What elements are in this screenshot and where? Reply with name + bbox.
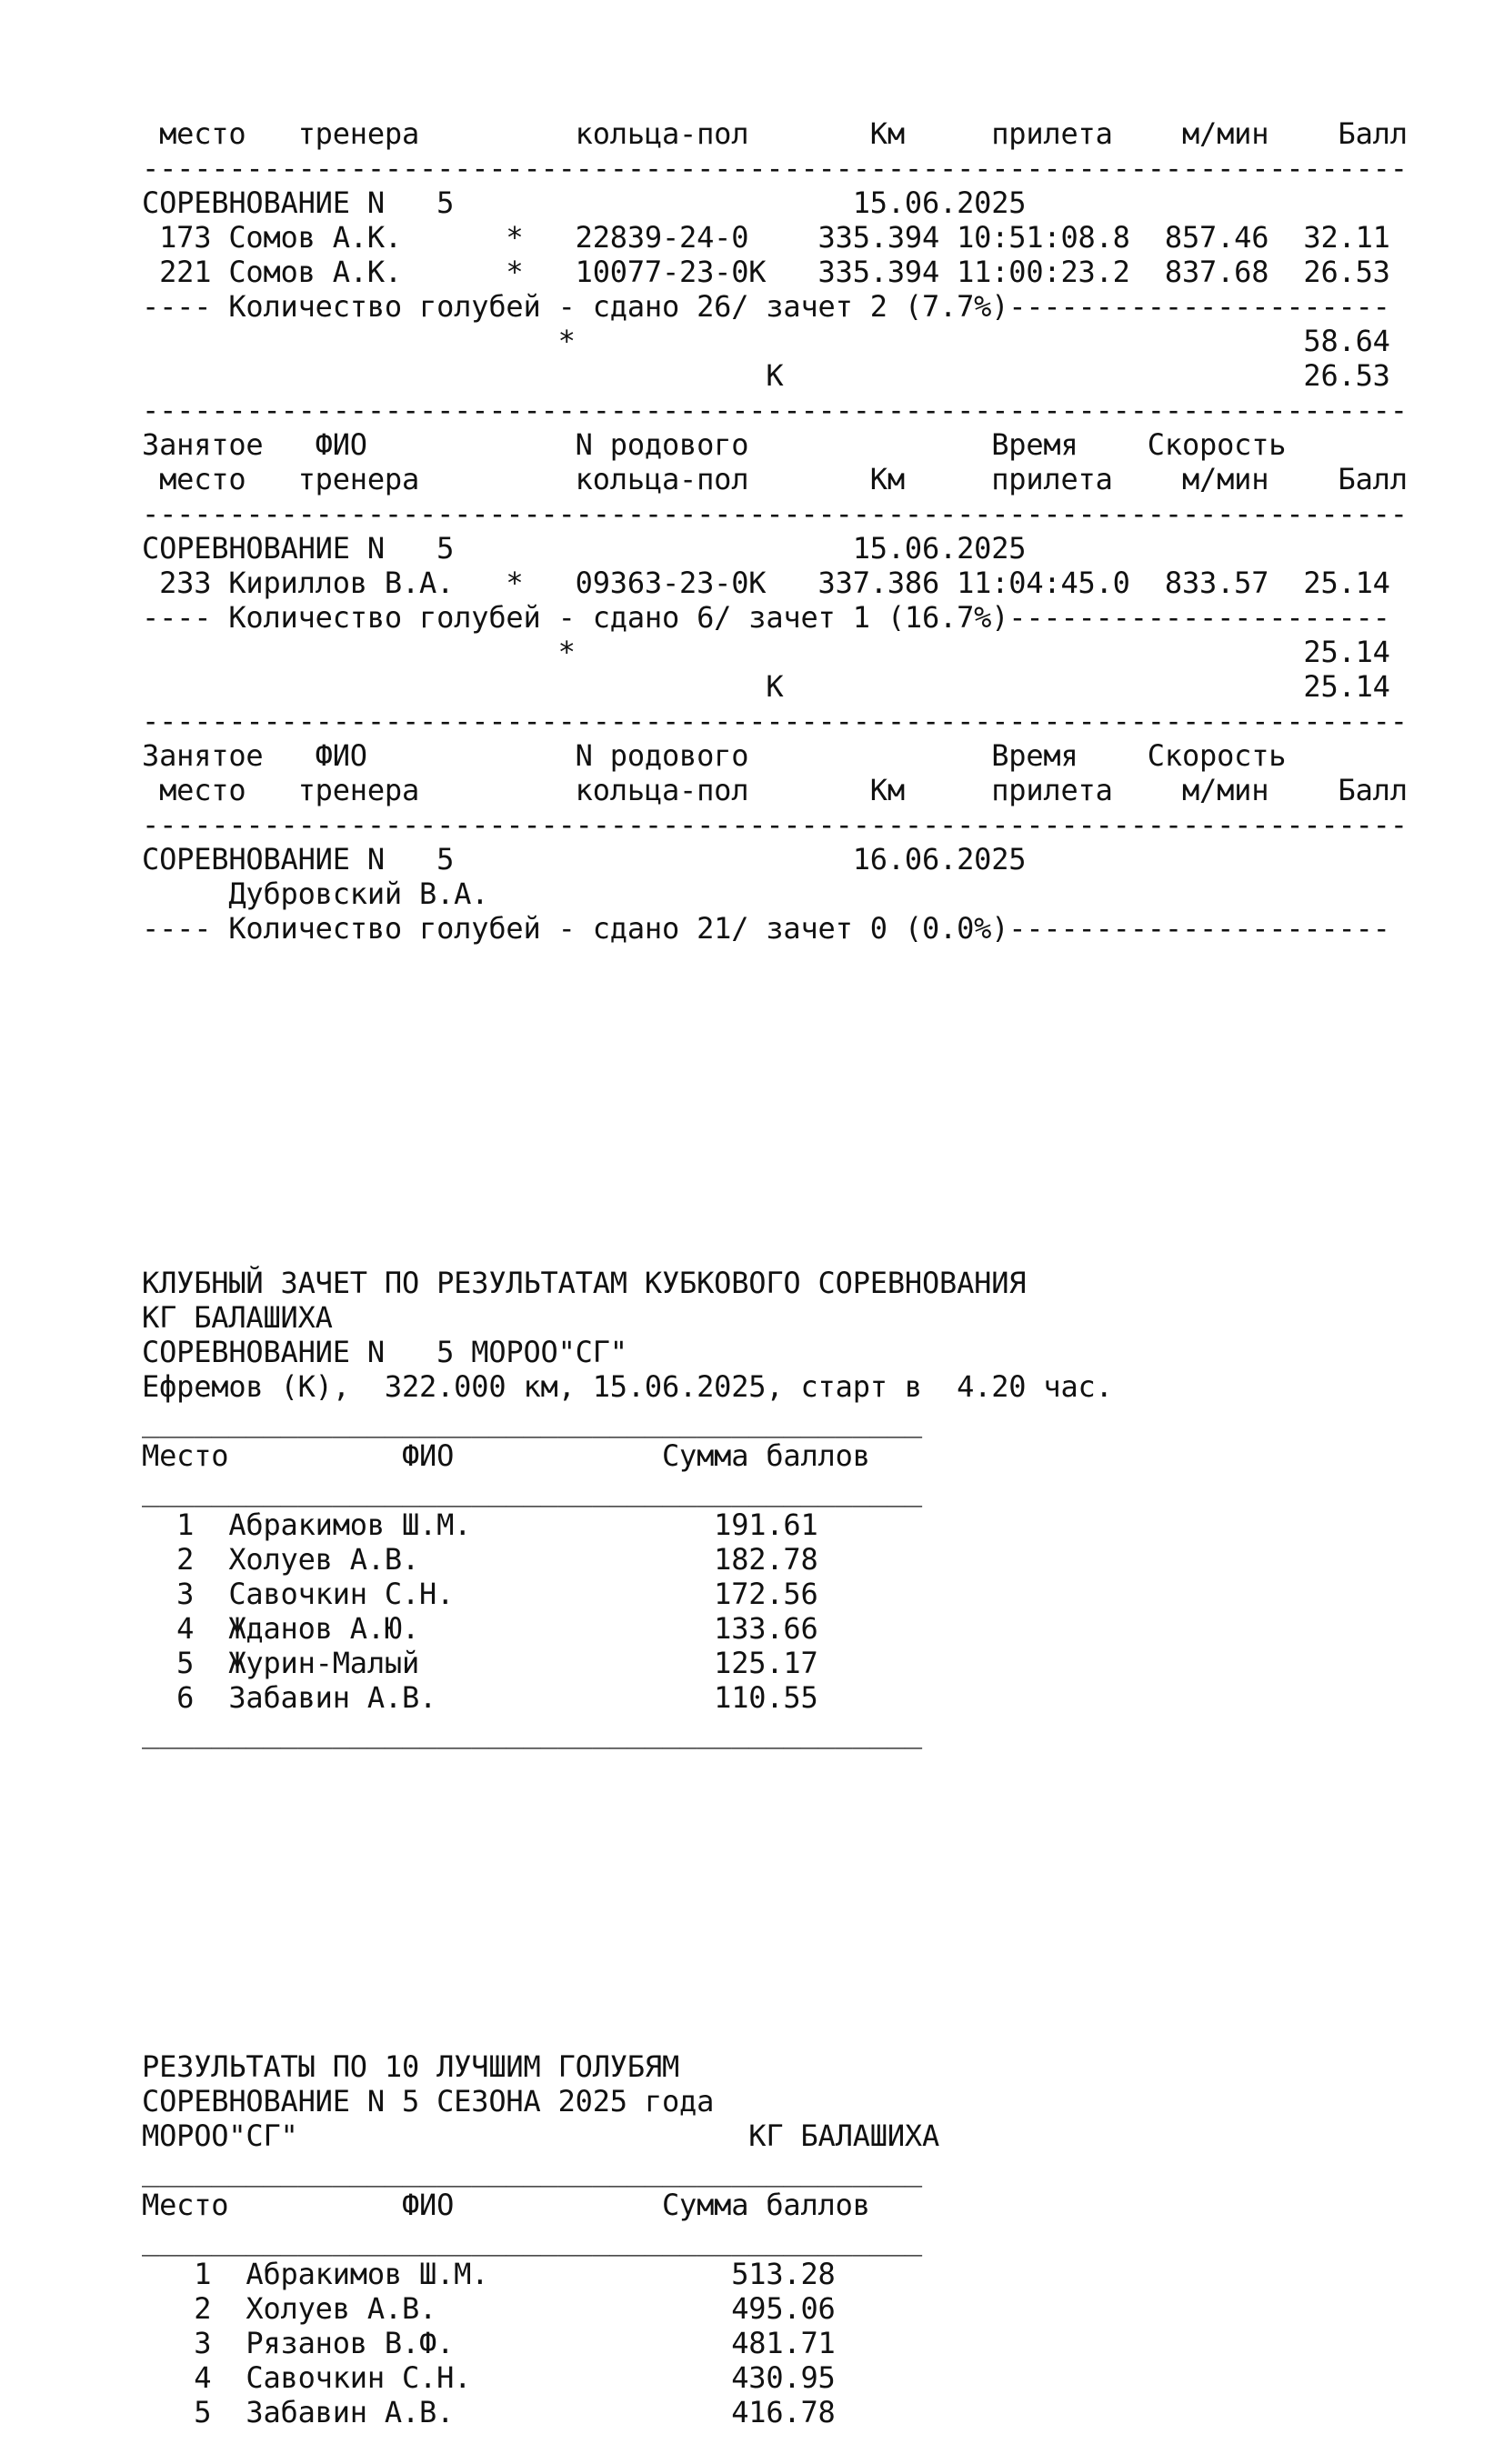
report-line: 221 Сомов А.К. * 10077-23-0К 335.394 11:00:23.2 837.68 26.53 (142, 255, 1390, 289)
report-line: МОРОО"СГ" КГ БАЛАШИХА (142, 2118, 940, 2153)
report-line: К 26.53 (142, 358, 1390, 393)
report-line: СОРЕВНОВАНИЕ N 5 16.06.2025 (142, 842, 1027, 876)
report-line: Ефремов (К), 322.000 км, 15.06.2025, старт в 4.20 час. (142, 1369, 1113, 1404)
report-line: СОРЕВНОВАНИЕ N 5 15.06.2025 (142, 185, 1027, 220)
report-line: РЕЗУЛЬТАТЫ ПО 10 ЛУЧШИМ ГОЛУБЯМ (142, 2049, 680, 2084)
section-gap (142, 1015, 1408, 1197)
report-line: Место ФИО Сумма баллов (142, 2188, 870, 2222)
report-line: ------------------------------------------------------------------------- (142, 393, 1408, 427)
report-line: 173 Сомов А.К. * 22839-24-0 335.394 10:51:08.8 857.46 32.11 (142, 220, 1390, 255)
report-line: 2 Холуев А.В. 495.06 (142, 2291, 836, 2326)
report-line: ------------------------------------------------------------------------- (142, 496, 1408, 531)
report-line: _____________________________________________ (142, 1715, 922, 1749)
report-line: Дубровский В.А. (142, 876, 489, 911)
report-line: КЛУБНЫЙ ЗАЧЕТ ПО РЕЗУЛЬТАТАМ КУБКОВОГО СОРЕВНОВАНИЯ (142, 1266, 1027, 1300)
report-line: место тренера кольца-пол Км прилета м/мин Балл (142, 773, 1408, 807)
report-line: 3 Рязанов В.Ф. 481.71 (142, 2326, 836, 2360)
report-line: СОРЕВНОВАНИЕ N 5 СЕЗОНА 2025 года (142, 2084, 715, 2118)
section-gap (142, 1818, 1408, 1980)
report-line: 5 Забавин А.В. 416.78 (142, 2395, 836, 2429)
report-line: _____________________________________________ (142, 2153, 922, 2188)
report-line: ------------------------------------------------------------------------- (142, 704, 1408, 738)
competition-results-section (142, 116, 1408, 946)
report-line: Место ФИО Сумма баллов (142, 1438, 870, 1473)
report-line: 1 Абракимов Ш.М. 191.61 (142, 1507, 818, 1542)
report-line: 4 Жданов А.Ю. 133.66 (142, 1611, 818, 1646)
document-page (142, 47, 1408, 2464)
club-standings-section (142, 1266, 1408, 1749)
report-line: ------------------------------------------------------------------------- (142, 807, 1408, 842)
report-line: 233 Кириллов В.А. * 09363-23-0К 337.386 11:04:45.0 833.57 25.14 (142, 566, 1390, 600)
report-line: 2 Холуев А.В. 182.78 (142, 1542, 818, 1577)
report-line: 4 Савочкин С.Н. 430.95 (142, 2360, 836, 2395)
report-line: 6 Забавин А.В. 110.55 (142, 1680, 818, 1715)
report-line: КГ БАЛАШИХА (142, 1300, 333, 1335)
report-line: 5 Журин-Малый 125.17 (142, 1646, 818, 1680)
report-line: Занятое ФИО N родового Время Скорость (142, 738, 1287, 773)
report-line: ---- Количество голубей - сдано 21/ зачет 0 (0.0%)---------------------- (142, 911, 1390, 946)
report-line: СОРЕВНОВАНИЕ N 5 15.06.2025 (142, 531, 1027, 566)
report-line: ---- Количество голубей - сдано 26/ зачет 2 (7.7%)---------------------- (142, 289, 1390, 324)
report-line: ---- Количество голубей - сдано 6/ зачет 1 (16.7%)---------------------- (142, 600, 1390, 635)
top10-pigeons-section (142, 2049, 1408, 2429)
report-line: 3 Савочкин С.Н. 172.56 (142, 1577, 818, 1611)
report-line: * 58.64 (142, 324, 1390, 358)
report-line: 1 Абракимов Ш.М. 513.28 (142, 2257, 836, 2291)
report-line: Занятое ФИО N родового Время Скорость (142, 427, 1287, 462)
report-line: К 25.14 (142, 669, 1390, 704)
report-line: _____________________________________________ (142, 1473, 922, 1507)
report-line: * 25.14 (142, 635, 1390, 669)
report-line: _____________________________________________ (142, 2222, 922, 2257)
report-line: _____________________________________________ (142, 1404, 922, 1438)
report-line: СОРЕВНОВАНИЕ N 5 МОРОО"СГ" (142, 1335, 627, 1369)
report-line: место тренера кольца-пол Км прилета м/мин Балл (142, 116, 1408, 151)
report-line: место тренера кольца-пол Км прилета м/мин Балл (142, 462, 1408, 496)
report-line: ------------------------------------------------------------------------- (142, 151, 1408, 185)
